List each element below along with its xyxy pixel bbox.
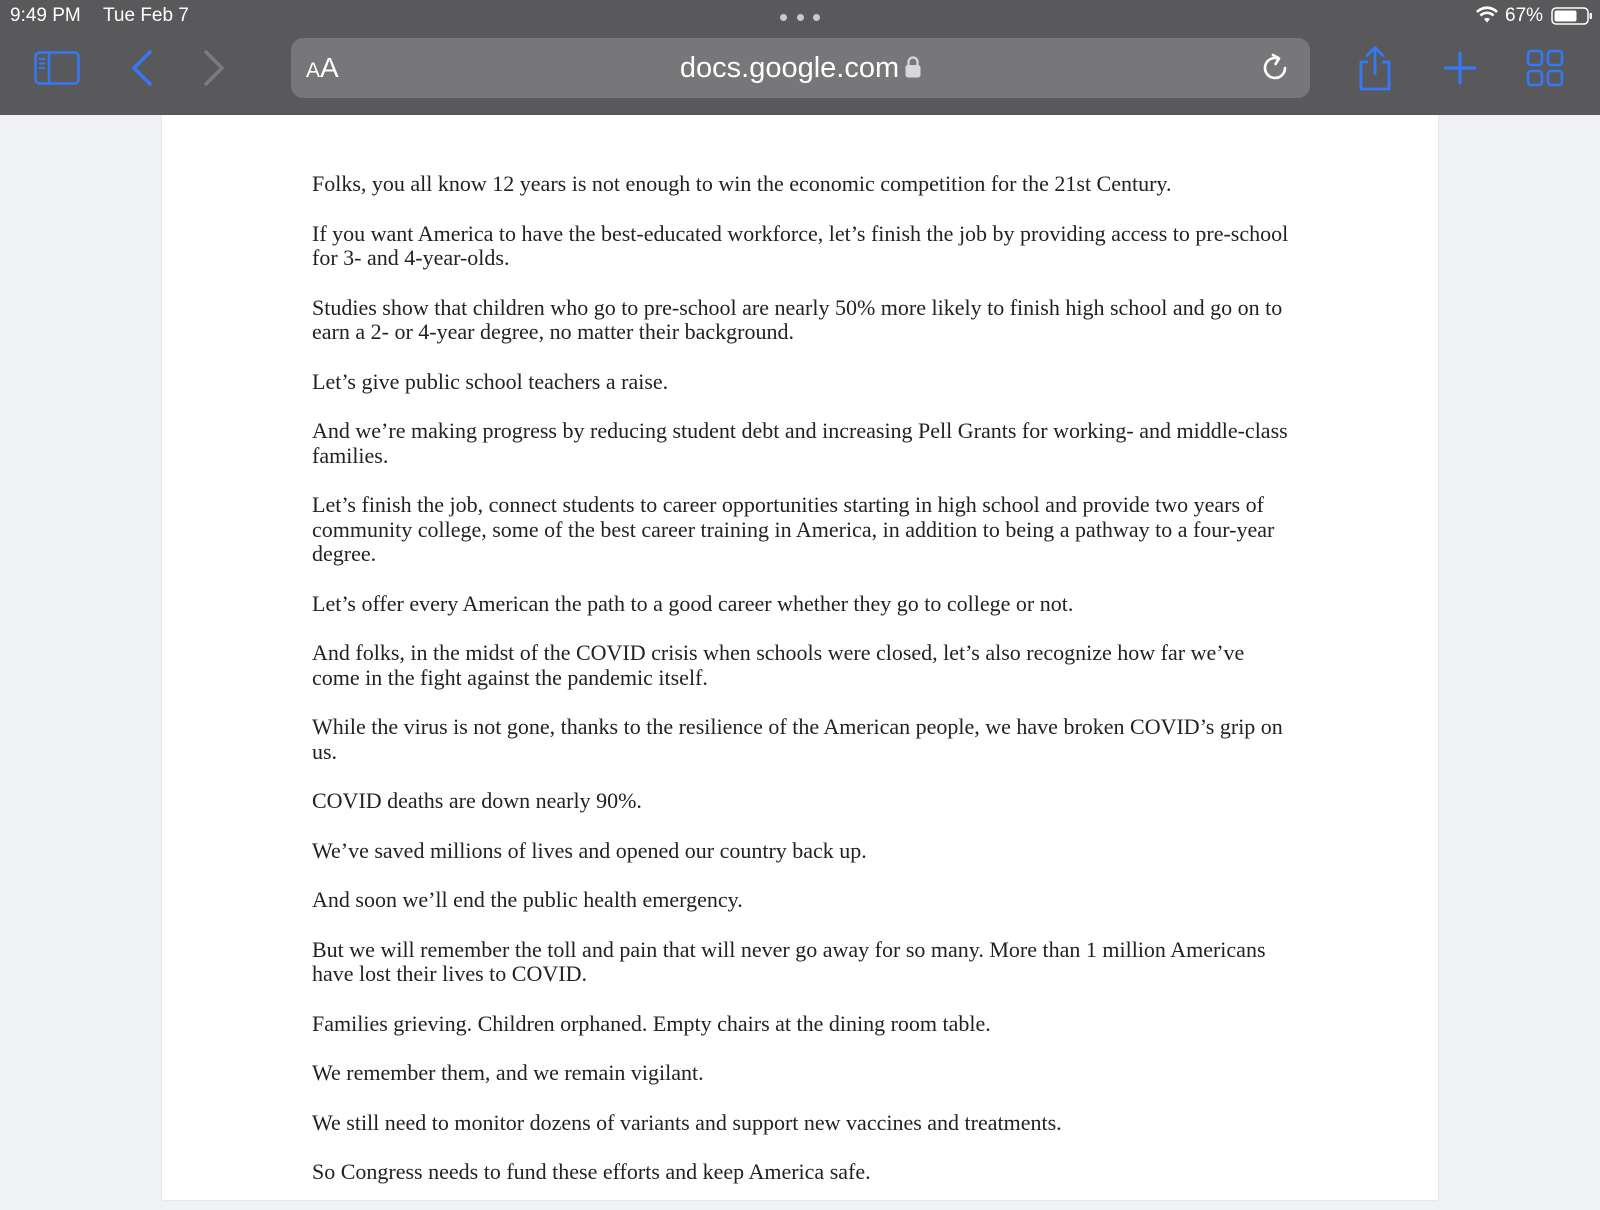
share-button[interactable] (1355, 44, 1395, 92)
url-text: docs.google.com (679, 52, 900, 84)
text-size-large-a: A (320, 52, 339, 83)
paragraph: Let’s give public school teachers a raise. (312, 368, 669, 394)
paragraph: If you want America to have the best-educated workforce, let’s finish the job by providing access to pre-school for 3- and 4-year-olds. (312, 220, 1289, 270)
paragraph: Let’s offer every American the path to a good career whether they go to college or not. (312, 590, 1074, 616)
document-page (162, 115, 1438, 1200)
browser-toolbar (0, 0, 1600, 115)
status-time: 9:49 PM (10, 5, 81, 26)
paragraph: Folks, you all know 12 years is not enough to win the economic competition for the 21st Century. (312, 171, 1172, 196)
sidebar-icon (34, 51, 80, 85)
paragraph: While the virus is not gone, thanks to the resilience of the American people, we have broken COVID’s grip on us. (312, 714, 1283, 764)
share-icon (1357, 45, 1393, 91)
chevron-left-icon (130, 50, 154, 86)
lock-icon (905, 56, 921, 78)
sidebar-button[interactable] (33, 50, 81, 86)
reload-icon[interactable] (1259, 52, 1291, 84)
url-field[interactable] (291, 51, 1310, 85)
multitasking-dots-icon[interactable] (780, 14, 820, 24)
address-bar[interactable] (291, 38, 1310, 98)
new-tab-button[interactable] (1440, 48, 1480, 88)
tab-overview-button[interactable] (1525, 48, 1565, 88)
paragraph: Let’s finish the job, connect students to career opportunities starting in high school and provide two years of community college, some of the best career training in America, in addition to being a pathway to a four-year degree. (312, 492, 1275, 566)
wifi-icon (1475, 6, 1499, 24)
chevron-right-icon (202, 50, 226, 86)
status-date: Tue Feb 7 (103, 5, 189, 26)
forward-button[interactable] (196, 48, 232, 88)
battery-percent: 67% (1505, 5, 1544, 26)
paragraph: We’ve saved millions of lives and opened our country back up. (312, 837, 867, 863)
paragraph: Families grieving. Children orphaned. Empty chairs at the dining room table. (312, 1010, 991, 1036)
battery-icon (1551, 7, 1593, 25)
paragraph: So Congress needs to fund these efforts and keep America safe. (312, 1159, 871, 1184)
paragraph: We still need to monitor dozens of variants and support new vaccines and treatments. (312, 1109, 1062, 1135)
paragraph: Studies show that children who go to pre-school are nearly 50% more likely to finish high school and go on to earn a 2- or 4-year degree, no matter their background. (312, 294, 1283, 344)
document-body (312, 172, 1292, 1210)
plus-icon (1443, 51, 1477, 85)
paragraph: We remember them, and we remain vigilant. (312, 1060, 704, 1085)
paragraph: And soon we’ll end the public health emergency. (312, 887, 743, 912)
tabs-grid-icon (1526, 49, 1564, 87)
paragraph: COVID deaths are down nearly 90%. (312, 788, 642, 813)
paragraph: And folks, in the midst of the COVID crisis when schools were closed, let’s also recognize how far we’ve come in the fight against the pandemic itself. (312, 640, 1245, 690)
text-size-small-a: A (306, 59, 321, 82)
paragraph: But we will remember the toll and pain that will never go away for so many. More than 1 million Americans have lost their lives to COVID. (312, 936, 1266, 986)
paragraph: And we’re making progress by reducing student debt and increasing Pell Grants for working- and middle-class families. (312, 418, 1288, 468)
back-button[interactable] (124, 48, 160, 88)
